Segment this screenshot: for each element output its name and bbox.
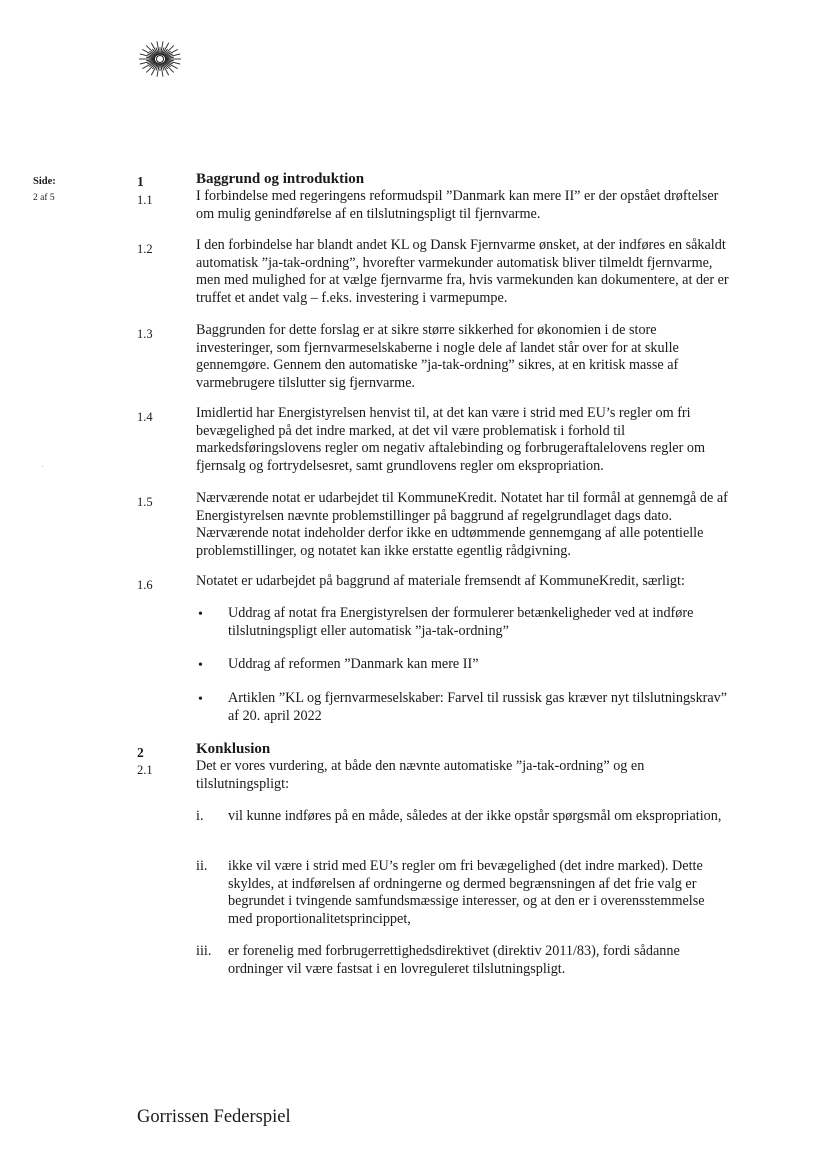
list-marker: ii. <box>196 858 208 874</box>
paragraph-number: 2.1 <box>137 763 153 777</box>
section-number: 1 <box>137 174 144 189</box>
section-title: Baggrund og introduktion <box>196 171 365 187</box>
list-item: Artiklen ”KL og fjernvarmeselskaber: Farvel til russisk gas kræver nyt tilslutningskrav” af 20. april 2022 <box>228 690 728 724</box>
paragraph-text: Nærværende notat er udarbejdet til KommuneKredit. Notatet har til formål at gennemgå de af Energistyrelsen nævnte problemstillinger på baggrund af regelgrundlaget dags dato. Nærværende notat indeholder derfor ikke en udtømmende gennemgang af alle potentielle problemstillinger, og notatet kan ikke erstatte egentlig rådgivning. <box>196 490 728 559</box>
list-marker: iii. <box>196 943 212 959</box>
page-number: 2 af 5 <box>33 193 55 203</box>
paragraph-text: Det er vores vurdering, at både den nævnte automatiske ”ja-tak-ordning” og en tilslutningspligt: <box>196 758 645 792</box>
margin-mark <box>42 466 43 467</box>
paragraph-number: 1.4 <box>137 410 153 424</box>
list-item: ikke vil være i strid med EU’s regler om fri bevægelighed (det indre marked). Dette skyldes, at indførelsen af ordningerne og dermed begrænsningen af det frie valg er begrundet i tvingende samfundsmæssige interesser, og at den er i overensstemmelse med proportionalitetsprincippet, <box>228 858 705 927</box>
footer-firm-name: Gorrissen Federspiel <box>137 1107 291 1127</box>
paragraph-number: 1.1 <box>137 193 153 207</box>
paragraph-number: 1.5 <box>137 495 153 509</box>
paragraph-text: I den forbindelse har blandt andet KL og Dansk Fjernvarme ønsket, at der indføres en såkaldt automatisk ”ja-tak-ordning”, hvorefter varmekunder automatisk bliver tilmeldt fjernvarme, men med mulighed for at vælge fjernvarme fra, hvis varmekunden kan dokumentere, at der er truffet et andet valg – f.eks. investering i varmepumpe. <box>196 237 729 306</box>
paragraph-number: 1.3 <box>137 327 153 341</box>
paragraph-number: 1.2 <box>137 242 153 256</box>
list-item: Uddrag af notat fra Energistyrelsen der formulerer betænkeligheder ved at indføre tilslutningspligt eller automatisk ”ja-tak-ordning” <box>228 605 694 639</box>
list-item: er forenelig med forbrugerrettighedsdirektivet (direktiv 2011/83), fordi sådanne ordninger vil være fastsat i en lovreguleret tilslutningspligt. <box>228 943 680 977</box>
page-label: Side: <box>33 176 56 187</box>
bullet-marker: • <box>198 692 203 707</box>
bullet-marker: • <box>198 658 203 673</box>
paragraph-text: I forbindelse med regeringens reformudspil ”Danmark kan mere II” er der opstået drøftelser om mulig genindførelse af en tilslutningspligt til fjernvarme. <box>196 188 719 222</box>
list-marker: i. <box>196 808 204 824</box>
section-number: 2 <box>137 745 144 760</box>
paragraph-text: Baggrunden for dette forslag er at sikre større sikkerhed for økonomien i de store investeringer, som fjernvarmeselskaberne i nogle dele af landet står over for at skulle gennemgøre. Gennem den automatiske ”ja-tak-ordning” sikres, at en kritisk masse af varmebrugere tilslutter sig fjernvarme. <box>196 322 679 391</box>
bullet-marker: • <box>198 607 203 622</box>
sunburst-logo-icon <box>133 36 187 82</box>
paragraph-text: Notatet er udarbejdet på baggrund af materiale fremsendt af KommuneKredit, særligt: <box>196 573 685 589</box>
section-title: Konklusion <box>196 741 271 757</box>
list-item: vil kunne indføres på en måde, således at der ikke opstår spørgsmål om ekspropriation, <box>228 808 722 824</box>
list-item: Uddrag af reformen ”Danmark kan mere II” <box>228 656 479 672</box>
paragraph-number: 1.6 <box>137 578 153 592</box>
paragraph-text: Imidlertid har Energistyrelsen henvist til, at det kan være i strid med EU’s regler om fri bevægelighed på det indre marked, at det vil være problematisk i forhold til markedsføringslovens regler om negativ aftalebinding og forbrugeraftalelovens regler om fjernsalg og fortrydelsesret, samt grundlovens regler om ekspropriation. <box>196 405 705 474</box>
